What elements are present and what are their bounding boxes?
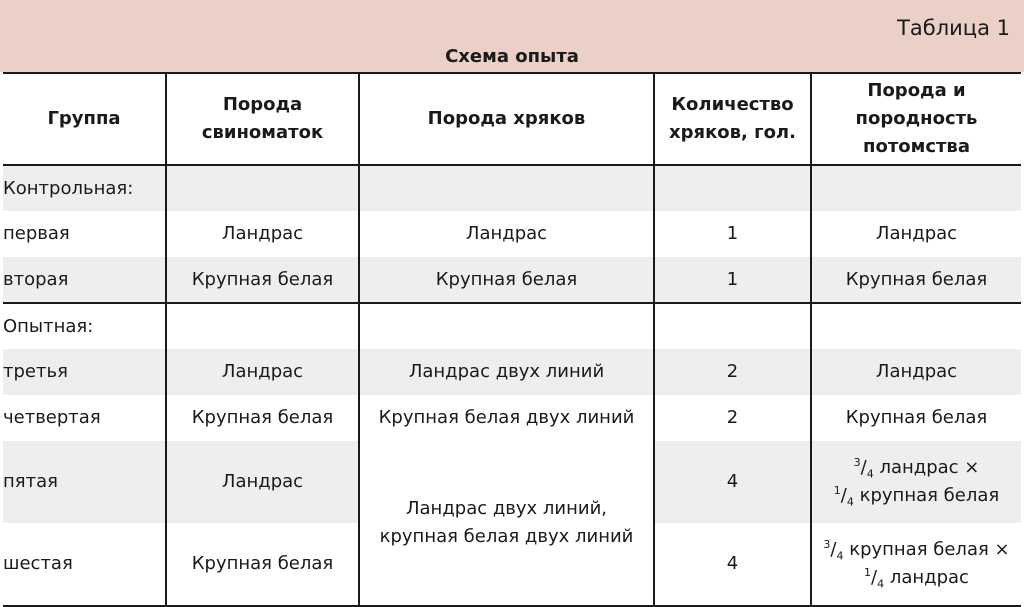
boar-breed-cell: Крупная белая: [359, 257, 654, 303]
offspring-cell: Ландрас: [811, 211, 1021, 257]
offspring-cell: $^3/_4$ ландрас × $^1/_4$ крупная белая: [811, 441, 1021, 523]
header-row: [3, 73, 1021, 165]
group-cell: четвертая: [3, 407, 101, 428]
section-label: Контрольная:: [3, 165, 166, 211]
column-header-sow-breed: Порода свиноматок: [166, 73, 359, 165]
offspring-cell: Ландрас: [811, 349, 1021, 395]
table-title: Схема опыта: [445, 46, 579, 67]
group-cell: пятая: [3, 441, 166, 523]
boar-breed-cell-merged: Ландрас двух линий, крупная белая двух линий: [359, 441, 654, 606]
table-header: [0, 0, 1024, 72]
boar-count-cell: 4: [654, 441, 811, 523]
group-cell: вторая: [3, 257, 166, 303]
group-cell: первая: [3, 223, 70, 244]
boar-count-cell: 1: [654, 211, 811, 257]
boar-count-cell: 2: [654, 395, 811, 441]
boar-breed-cell: Ландрас: [359, 211, 654, 257]
section-row-experimental: [3, 303, 1021, 349]
offspring-cell: Крупная белая: [811, 257, 1021, 303]
sow-breed-cell: Ландрас: [166, 211, 359, 257]
experiment-table: [3, 72, 1021, 607]
column-header-boar-breed: Порода хряков: [359, 73, 654, 165]
sow-breed-cell: Крупная белая: [166, 523, 359, 606]
table-row: [3, 395, 1021, 441]
boar-count-cell: 2: [654, 349, 811, 395]
column-header-group: Группа: [3, 73, 166, 165]
section-label: Опытная:: [3, 303, 166, 349]
offspring-cell: $^3/_4$ крупная белая × $^1/_4$ ландрас: [811, 523, 1021, 606]
table-row: [3, 441, 1021, 523]
sow-breed-cell: Крупная белая: [166, 257, 359, 303]
sow-breed-cell: Ландрас: [166, 349, 359, 395]
section-row-control: [3, 165, 1021, 211]
sow-breed-cell: Ландрас: [166, 441, 359, 523]
offspring-cell: Крупная белая: [811, 395, 1021, 441]
boar-breed-cell: Крупная белая двух линий: [359, 395, 654, 441]
table-row: [3, 211, 1021, 257]
table-row: [3, 257, 1021, 303]
column-header-boar-count: Количество хряков, гол.: [654, 73, 811, 165]
boar-count-cell: 4: [654, 523, 811, 606]
table-number: Таблица 1: [897, 16, 1010, 40]
table-row: [3, 349, 1021, 395]
sow-breed-cell: Крупная белая: [166, 395, 359, 441]
boar-count-cell: 1: [654, 257, 811, 303]
group-cell: третья: [3, 349, 166, 395]
group-cell: шестая: [3, 553, 73, 574]
column-header-offspring: Порода и породность потомства: [811, 73, 1021, 165]
boar-breed-cell: Ландрас двух линий: [359, 349, 654, 395]
